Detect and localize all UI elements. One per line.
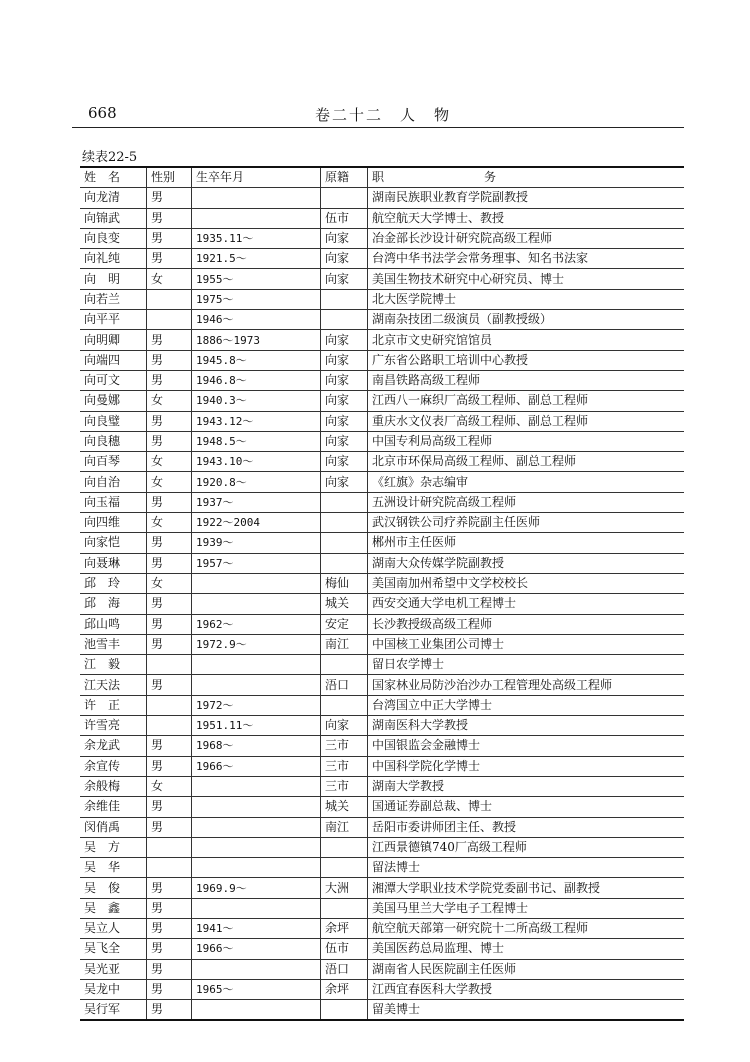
cell-sex: 男 (147, 918, 192, 938)
cell-name: 向四维 (80, 513, 147, 533)
cell-position: 北京市文史研究馆馆员 (368, 330, 685, 350)
table-row (80, 411, 684, 431)
cell-lifespan: 1946～ (192, 310, 321, 330)
cell-lifespan: 1943.10～ (192, 452, 321, 472)
cell-sex: 男 (147, 350, 192, 370)
cell-origin: 城关 (321, 797, 368, 817)
cell-origin: 向家 (321, 370, 368, 390)
cell-lifespan: 1962～ (192, 614, 321, 634)
cell-name: 吴 华 (80, 858, 147, 878)
cell-name: 向玉福 (80, 492, 147, 512)
cell-origin: 向家 (321, 411, 368, 431)
cell-position: 郴州市主任医师 (368, 533, 685, 553)
cell-name: 向锦武 (80, 208, 147, 228)
cell-sex: 男 (147, 1000, 192, 1021)
cell-position: 长沙教授级高级工程师 (368, 614, 685, 634)
cell-lifespan: 1941～ (192, 918, 321, 938)
cell-name: 吴飞全 (80, 939, 147, 959)
cell-origin: 安定 (321, 614, 368, 634)
cell-lifespan: 1886～1973 (192, 330, 321, 350)
cell-position: 广东省公路职工培训中心教授 (368, 350, 685, 370)
table-row (80, 431, 684, 451)
table-row (80, 797, 684, 817)
cell-position: 美国马里兰大学电子工程博士 (368, 898, 685, 918)
cell-position: 台湾国立中正大学博士 (368, 695, 685, 715)
cell-position: 湖南省人民医院副主任医师 (368, 959, 685, 979)
cell-lifespan: 1935.11～ (192, 228, 321, 248)
cell-sex: 男 (147, 797, 192, 817)
cell-sex (147, 858, 192, 878)
cell-name: 吴行军 (80, 1000, 147, 1021)
cell-sex (147, 837, 192, 857)
cell-name: 向良穗 (80, 431, 147, 451)
cell-origin: 余坪 (321, 918, 368, 938)
cell-origin: 向家 (321, 269, 368, 289)
cell-origin (321, 1000, 368, 1021)
cell-origin: 向家 (321, 391, 368, 411)
cell-sex: 男 (147, 330, 192, 350)
cell-origin: 向家 (321, 249, 368, 269)
cell-name: 向平平 (80, 310, 147, 330)
cell-origin: 向家 (321, 472, 368, 492)
cell-sex: 男 (147, 188, 192, 208)
cell-name: 余维佳 (80, 797, 147, 817)
page-title: 卷二十二 人 物 (315, 106, 452, 124)
cell-origin (321, 858, 368, 878)
cell-position: 武汉钢铁公司疗养院副主任医师 (368, 513, 685, 533)
header-rule (72, 127, 684, 128)
cell-origin (321, 553, 368, 573)
cell-lifespan: 1972.9～ (192, 634, 321, 654)
cell-sex: 女 (147, 391, 192, 411)
table-row (80, 837, 684, 857)
cell-lifespan (192, 797, 321, 817)
cell-position: 中国专利局高级工程师 (368, 431, 685, 451)
cell-sex: 女 (147, 573, 192, 593)
cell-position: 中国银监会金融博士 (368, 736, 685, 756)
cell-position: 航空航天部第一研究院十二所高级工程师 (368, 918, 685, 938)
cell-position: 留日农学博士 (368, 655, 685, 675)
table-row (80, 756, 684, 776)
cell-position: 湖南医科大学教授 (368, 716, 685, 736)
cell-sex: 女 (147, 269, 192, 289)
cell-sex (147, 655, 192, 675)
cell-origin: 浯口 (321, 959, 368, 979)
cell-name: 吴立人 (80, 918, 147, 938)
cell-name: 向龙清 (80, 188, 147, 208)
cell-lifespan: 1968～ (192, 736, 321, 756)
cell-name: 邱山鸣 (80, 614, 147, 634)
cell-position: 国通证券副总裁、博士 (368, 797, 685, 817)
cell-lifespan: 1955～ (192, 269, 321, 289)
cell-position: 江西宜春医科大学教授 (368, 979, 685, 999)
cell-origin: 伍市 (321, 208, 368, 228)
table-row (80, 716, 684, 736)
cell-origin: 向家 (321, 330, 368, 350)
cell-sex: 男 (147, 959, 192, 979)
cell-name: 许 正 (80, 695, 147, 715)
page-number: 668 (88, 104, 117, 122)
cell-sex: 男 (147, 939, 192, 959)
cell-origin (321, 289, 368, 309)
cell-lifespan: 1975～ (192, 289, 321, 309)
cell-name: 吴 鑫 (80, 898, 147, 918)
column-header-sex: 性别 (147, 167, 192, 188)
cell-origin: 三市 (321, 756, 368, 776)
cell-name: 向良璧 (80, 411, 147, 431)
cell-sex: 男 (147, 614, 192, 634)
cell-position: 湖南大众传媒学院副教授 (368, 553, 685, 573)
cell-origin (321, 492, 368, 512)
cell-lifespan (192, 817, 321, 837)
table-row (80, 1000, 684, 1021)
cell-position: 湖南大学教授 (368, 776, 685, 796)
cell-sex: 男 (147, 675, 192, 695)
cell-lifespan (192, 776, 321, 796)
table-row (80, 350, 684, 370)
cell-name: 向礼纯 (80, 249, 147, 269)
table-row (80, 289, 684, 309)
cell-position: 留法博士 (368, 858, 685, 878)
table-row (80, 776, 684, 796)
table-row (80, 675, 684, 695)
table-row (80, 370, 684, 390)
cell-position: 西安交通大学电机工程博士 (368, 594, 685, 614)
cell-origin (321, 695, 368, 715)
table-row (80, 228, 684, 248)
cell-lifespan (192, 655, 321, 675)
cell-sex: 女 (147, 776, 192, 796)
cell-sex: 男 (147, 979, 192, 999)
cell-origin: 城关 (321, 594, 368, 614)
table-row (80, 533, 684, 553)
cell-sex: 女 (147, 513, 192, 533)
cell-lifespan: 1946.8～ (192, 370, 321, 390)
column-header-name: 姓 名 (80, 167, 147, 188)
cell-position: 五洲设计研究院高级工程师 (368, 492, 685, 512)
cell-origin: 梅仙 (321, 573, 368, 593)
cell-origin: 伍市 (321, 939, 368, 959)
table-row (80, 513, 684, 533)
cell-origin (321, 533, 368, 553)
cell-origin (321, 310, 368, 330)
cell-name: 向端四 (80, 350, 147, 370)
cell-sex: 男 (147, 249, 192, 269)
cell-origin: 大洲 (321, 878, 368, 898)
table-row (80, 959, 684, 979)
cell-name: 向家恺 (80, 533, 147, 553)
table-row (80, 614, 684, 634)
cell-sex: 男 (147, 594, 192, 614)
table-row (80, 817, 684, 837)
cell-origin (321, 898, 368, 918)
cell-position: 重庆水文仪表厂高级工程师、副总工程师 (368, 411, 685, 431)
cell-position: 江西景德镇740厂高级工程师 (368, 837, 685, 857)
cell-sex (147, 310, 192, 330)
cell-name: 向明卿 (80, 330, 147, 350)
cell-lifespan: 1965～ (192, 979, 321, 999)
cell-lifespan: 1939～ (192, 533, 321, 553)
cell-sex: 女 (147, 452, 192, 472)
cell-lifespan: 1940.3～ (192, 391, 321, 411)
table-row (80, 188, 684, 208)
cell-lifespan: 1966～ (192, 756, 321, 776)
cell-position: 美国医药总局监理、博士 (368, 939, 685, 959)
table-row (80, 452, 684, 472)
cell-name: 吴 方 (80, 837, 147, 857)
cell-name: 江 毅 (80, 655, 147, 675)
table-row (80, 553, 684, 573)
cell-lifespan: 1921.5～ (192, 249, 321, 269)
cell-lifespan: 1943.12～ (192, 411, 321, 431)
table-row (80, 918, 684, 938)
cell-origin (321, 655, 368, 675)
cell-lifespan (192, 675, 321, 695)
column-header-position: 职 务 (368, 167, 685, 188)
cell-lifespan: 1937～ (192, 492, 321, 512)
table-row (80, 878, 684, 898)
cell-sex: 男 (147, 553, 192, 573)
cell-sex (147, 716, 192, 736)
cell-sex: 男 (147, 533, 192, 553)
cell-origin: 向家 (321, 431, 368, 451)
cell-name: 向可文 (80, 370, 147, 390)
cell-name: 向若兰 (80, 289, 147, 309)
cell-name: 向聂琳 (80, 553, 147, 573)
table-row (80, 858, 684, 878)
cell-lifespan: 1922～2004 (192, 513, 321, 533)
cell-position: 美国生物技术研究中心研究员、博士 (368, 269, 685, 289)
cell-name: 闵俏禹 (80, 817, 147, 837)
table-row (80, 634, 684, 654)
cell-origin: 三市 (321, 736, 368, 756)
cell-origin: 向家 (321, 350, 368, 370)
table-row (80, 472, 684, 492)
cell-lifespan (192, 1000, 321, 1021)
table-row (80, 573, 684, 593)
cell-lifespan: 1945.8～ (192, 350, 321, 370)
cell-lifespan (192, 573, 321, 593)
cell-position: 中国核工业集团公司博士 (368, 634, 685, 654)
cell-name: 向自治 (80, 472, 147, 492)
cell-sex (147, 289, 192, 309)
roster-table (80, 166, 684, 1021)
cell-origin (321, 837, 368, 857)
cell-lifespan (192, 594, 321, 614)
cell-origin (321, 188, 368, 208)
table-row (80, 939, 684, 959)
cell-lifespan (192, 208, 321, 228)
cell-name: 许雪亮 (80, 716, 147, 736)
cell-position: 湖南民族职业教育学院副教授 (368, 188, 685, 208)
cell-origin: 向家 (321, 452, 368, 472)
cell-sex: 男 (147, 736, 192, 756)
cell-position: 南昌铁路高级工程师 (368, 370, 685, 390)
cell-sex: 男 (147, 634, 192, 654)
cell-origin: 向家 (321, 228, 368, 248)
table-row (80, 655, 684, 675)
cell-sex: 男 (147, 756, 192, 776)
cell-position: 航空航天大学博士、教授 (368, 208, 685, 228)
cell-position: 岳阳市委讲师团主任、教授 (368, 817, 685, 837)
cell-lifespan (192, 959, 321, 979)
cell-lifespan: 1957～ (192, 553, 321, 573)
table-row (80, 898, 684, 918)
cell-name: 吴龙中 (80, 979, 147, 999)
cell-sex: 男 (147, 228, 192, 248)
cell-origin: 南江 (321, 634, 368, 654)
cell-name: 余般梅 (80, 776, 147, 796)
cell-sex: 男 (147, 878, 192, 898)
cell-position: 台湾中华书法学会常务理事、知名书法家 (368, 249, 685, 269)
cell-origin: 浯口 (321, 675, 368, 695)
cell-lifespan (192, 837, 321, 857)
page-header (72, 104, 682, 128)
cell-sex (147, 695, 192, 715)
cell-name: 余宣传 (80, 756, 147, 776)
table-row (80, 391, 684, 411)
table-row (80, 695, 684, 715)
cell-lifespan: 1951.11～ (192, 716, 321, 736)
cell-name: 吴光亚 (80, 959, 147, 979)
table-row (80, 330, 684, 350)
cell-sex: 女 (147, 472, 192, 492)
table-row (80, 269, 684, 289)
cell-name: 向良变 (80, 228, 147, 248)
cell-sex: 男 (147, 898, 192, 918)
cell-position: 北大医学院博士 (368, 289, 685, 309)
cell-lifespan: 1920.8～ (192, 472, 321, 492)
cell-origin: 三市 (321, 776, 368, 796)
cell-name: 向 明 (80, 269, 147, 289)
cell-name: 邱 玲 (80, 573, 147, 593)
table-row (80, 594, 684, 614)
cell-lifespan: 1969.9～ (192, 878, 321, 898)
cell-origin: 南江 (321, 817, 368, 837)
table-body (80, 188, 684, 1021)
cell-lifespan: 1972～ (192, 695, 321, 715)
cell-name: 池雪丰 (80, 634, 147, 654)
cell-position: 北京市环保局高级工程师、副总工程师 (368, 452, 685, 472)
cell-lifespan: 1948.5～ (192, 431, 321, 451)
cell-sex: 男 (147, 208, 192, 228)
cell-lifespan: 1966～ (192, 939, 321, 959)
cell-sex: 男 (147, 817, 192, 837)
column-header-lifespan: 生卒年月 (192, 167, 321, 188)
cell-position: 《红旗》杂志编审 (368, 472, 685, 492)
cell-name: 邱 海 (80, 594, 147, 614)
table-row (80, 249, 684, 269)
cell-sex: 男 (147, 411, 192, 431)
table-row (80, 979, 684, 999)
cell-name: 向百琴 (80, 452, 147, 472)
cell-position: 中国科学院化学博士 (368, 756, 685, 776)
column-header-origin: 原籍 (321, 167, 368, 188)
table-caption: 续表22-5 (82, 150, 138, 165)
cell-position: 国家林业局防沙治沙办工程管理处高级工程师 (368, 675, 685, 695)
cell-name: 吴 俊 (80, 878, 147, 898)
cell-position: 湖南杂技团二级演员（副教授级） (368, 310, 685, 330)
cell-name: 向曼娜 (80, 391, 147, 411)
cell-origin (321, 513, 368, 533)
table-row (80, 310, 684, 330)
table-row (80, 736, 684, 756)
table-header-row (80, 167, 684, 188)
cell-position: 留美博士 (368, 1000, 685, 1021)
cell-sex: 男 (147, 492, 192, 512)
cell-position: 江西八一麻织厂高级工程师、副总工程师 (368, 391, 685, 411)
cell-position: 美国南加州希望中文学校校长 (368, 573, 685, 593)
cell-name: 余龙武 (80, 736, 147, 756)
cell-position: 冶金部长沙设计研究院高级工程师 (368, 228, 685, 248)
cell-origin: 余坪 (321, 979, 368, 999)
cell-lifespan (192, 858, 321, 878)
table-row (80, 492, 684, 512)
cell-name: 江天法 (80, 675, 147, 695)
cell-lifespan (192, 898, 321, 918)
cell-sex: 男 (147, 431, 192, 451)
cell-position: 湘潭大学职业技术学院党委副书记、副教授 (368, 878, 685, 898)
cell-origin: 向家 (321, 716, 368, 736)
cell-sex: 男 (147, 370, 192, 390)
table-row (80, 208, 684, 228)
cell-lifespan (192, 188, 321, 208)
